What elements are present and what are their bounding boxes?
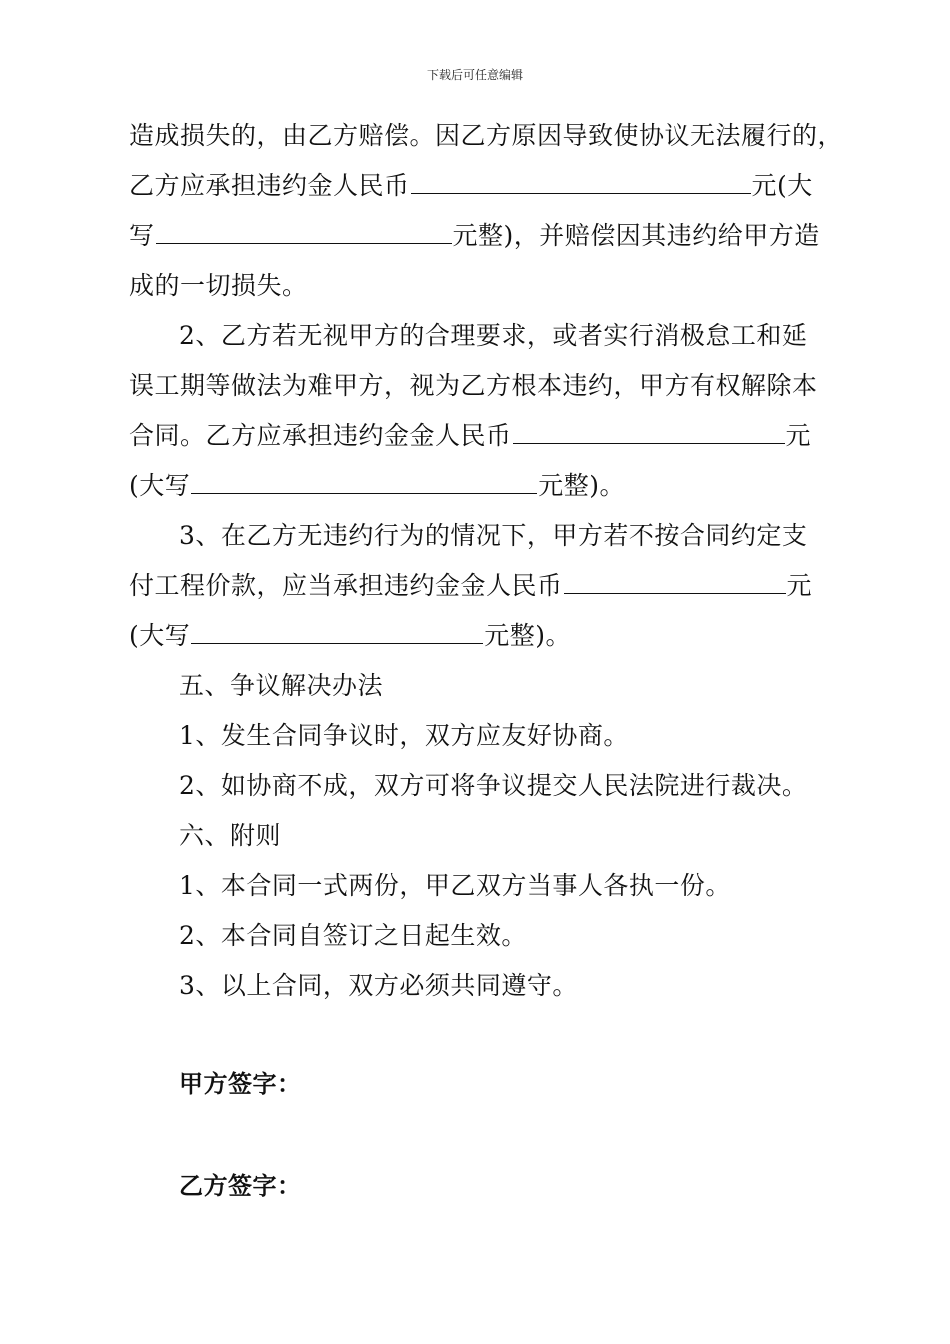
- clause-line: [129, 120, 843, 152]
- text: 1、发生合同争议时，双方应友好协商。: [179, 721, 629, 750]
- text: 3、以上合同，双方必须共同遵守。: [179, 971, 578, 1000]
- text: 元: [785, 421, 812, 450]
- penalty-amount-capital-blank[interactable]: [156, 221, 452, 244]
- text: 五、争议解决办法: [179, 671, 384, 700]
- clause-line: [179, 720, 629, 752]
- text: 2、本合同自签订之日起生效。: [179, 921, 527, 950]
- clause-line: [129, 570, 812, 602]
- clause-line: [129, 420, 811, 452]
- text: 元整)，并赔偿因其违约给甲方造: [452, 221, 820, 250]
- text: 写: [129, 221, 155, 250]
- text: 元整)。: [538, 471, 626, 500]
- clause-line: [129, 220, 820, 252]
- text: 2、乙方若无视甲方的合理要求，或者实行消极怠工和延: [179, 321, 808, 350]
- page-header: 下载后可任意编辑: [426, 68, 523, 82]
- penalty-amount-blank[interactable]: [513, 421, 785, 444]
- clause-line: [179, 870, 731, 902]
- text: 元整)。: [484, 621, 572, 650]
- text: 合同。乙方应承担违约金金人民币: [129, 421, 512, 450]
- text: 六、附则: [179, 821, 282, 850]
- text: 2、如协商不成，双方可将争议提交人民法院进行裁决。: [179, 771, 808, 800]
- clause-line: [129, 170, 813, 202]
- text: 付工程价款，应当承担违约金金人民币: [129, 571, 563, 600]
- text: 误工期等做法为难甲方，视为乙方根本违约，甲方有权解除本: [129, 371, 818, 400]
- text: (大写: [129, 621, 191, 650]
- clause-line: [179, 520, 807, 552]
- clause-line: [129, 470, 625, 502]
- clause-line: [129, 370, 818, 402]
- clause-line: [179, 770, 807, 802]
- text: 元: [786, 571, 813, 600]
- clause-line: [129, 620, 571, 652]
- text: 造成损失的，由乙方赔偿。因乙方原因导致使协议无法履行的，: [129, 121, 844, 150]
- penalty-amount-blank[interactable]: [411, 171, 751, 194]
- party-b-signature-label: 乙方签字：: [179, 1172, 302, 1200]
- text: 成的一切损失。: [129, 271, 308, 300]
- section-heading: [179, 820, 281, 852]
- clause-line: [179, 920, 527, 952]
- penalty-amount-capital-blank[interactable]: [191, 621, 483, 644]
- clause-line: [129, 270, 308, 302]
- text: 元(大: [751, 171, 813, 200]
- text: 3、在乙方无违约行为的情况下，甲方若不按合同约定支: [179, 521, 808, 550]
- penalty-amount-blank[interactable]: [564, 571, 786, 594]
- penalty-amount-capital-blank[interactable]: [191, 471, 537, 494]
- party-a-signature-label: 甲方签字：: [179, 1070, 302, 1098]
- text: (大写: [129, 471, 191, 500]
- text: 1、本合同一式两份，甲乙双方当事人各执一份。: [179, 871, 731, 900]
- clause-line: [179, 320, 807, 352]
- clause-line: [179, 970, 578, 1002]
- section-heading: [179, 670, 383, 702]
- text: 乙方应承担违约金人民币: [129, 171, 410, 200]
